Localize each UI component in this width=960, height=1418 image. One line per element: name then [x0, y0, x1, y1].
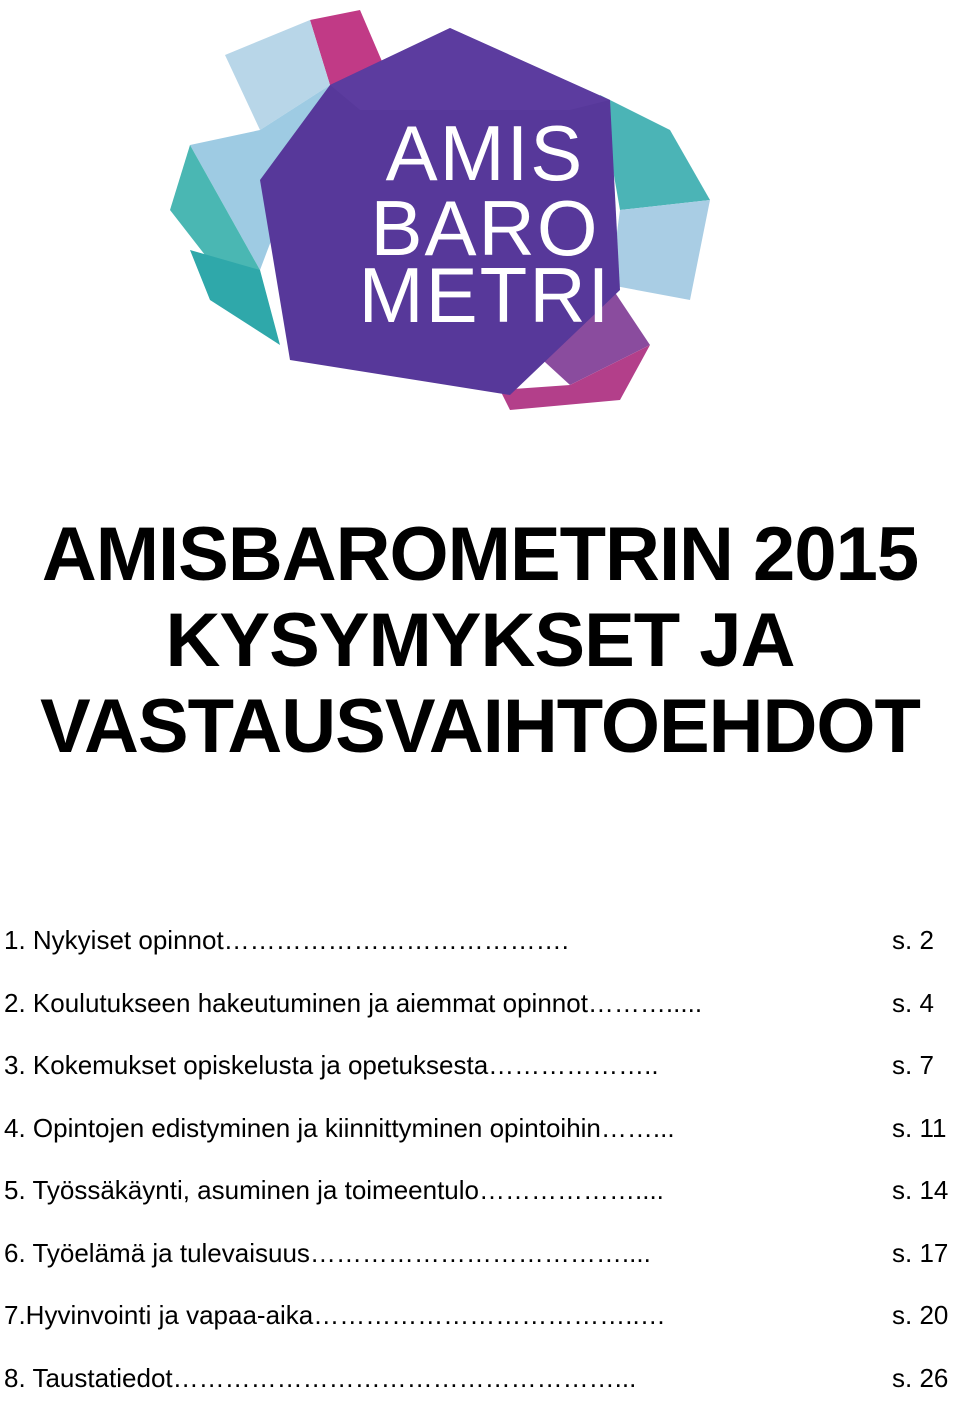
title-line-3: VASTAUSVAIHTOEHDOT	[0, 684, 960, 770]
toc-item-label: 6. Työelämä ja tulevaisuus………………………………....	[4, 1231, 651, 1275]
toc-item-label: 8. Taustatiedot……………………………………………...	[4, 1356, 636, 1400]
toc-item-page: s. 2	[892, 918, 934, 962]
toc-item-label: 2. Koulutukseen hakeutuminen ja aiemmat opinnot……….....	[4, 981, 702, 1025]
toc-item	[4, 1231, 958, 1294]
logo-facet-teal-bottomleft	[190, 250, 280, 345]
toc-item	[4, 1106, 958, 1169]
toc-item-page: s. 20	[892, 1293, 948, 1337]
toc-item	[4, 981, 958, 1044]
toc-item-label: 3. Kokemukset opiskelusta ja opetuksesta………………..	[4, 1043, 659, 1087]
logo-facet-lightblue-right	[610, 200, 710, 300]
logo-text-line-2: BARO	[370, 184, 599, 272]
toc-item-page: s. 4	[892, 981, 934, 1025]
amisbarometri-logo	[150, 0, 730, 420]
toc-item-page: s. 17	[892, 1231, 948, 1275]
toc-item-page: s. 26	[892, 1356, 948, 1400]
logo-facet-teal-right	[600, 95, 710, 210]
toc-item-page: s. 7	[892, 1043, 934, 1087]
toc-item-label: 4. Opintojen edistyminen ja kiinnittyminen opintoihin……...	[4, 1106, 675, 1150]
logo-text-line-1: AMIS	[386, 109, 585, 197]
toc-item	[4, 1168, 958, 1231]
table-of-contents	[4, 918, 958, 1418]
logo-text-line-3: METRI	[359, 251, 612, 339]
document-title	[0, 512, 960, 770]
toc-item-label: 1. Nykyiset opinnot………………………………….	[4, 918, 569, 962]
toc-item	[4, 918, 958, 981]
toc-item-page: s. 14	[892, 1168, 948, 1212]
toc-item-page: s. 11	[892, 1106, 946, 1150]
toc-item-label: 7.Hyvinvointi ja vapaa-aika………………………………..…	[4, 1293, 666, 1337]
title-line-2: KYSYMYKSET JA	[0, 598, 960, 684]
toc-item	[4, 1043, 958, 1106]
toc-item-label: 5. Työssäkäynti, asuminen ja toimeentulo………………....	[4, 1168, 664, 1212]
toc-item	[4, 1293, 958, 1356]
toc-item	[4, 1356, 958, 1418]
title-line-1: AMISBAROMETRIN 2015	[0, 512, 960, 598]
